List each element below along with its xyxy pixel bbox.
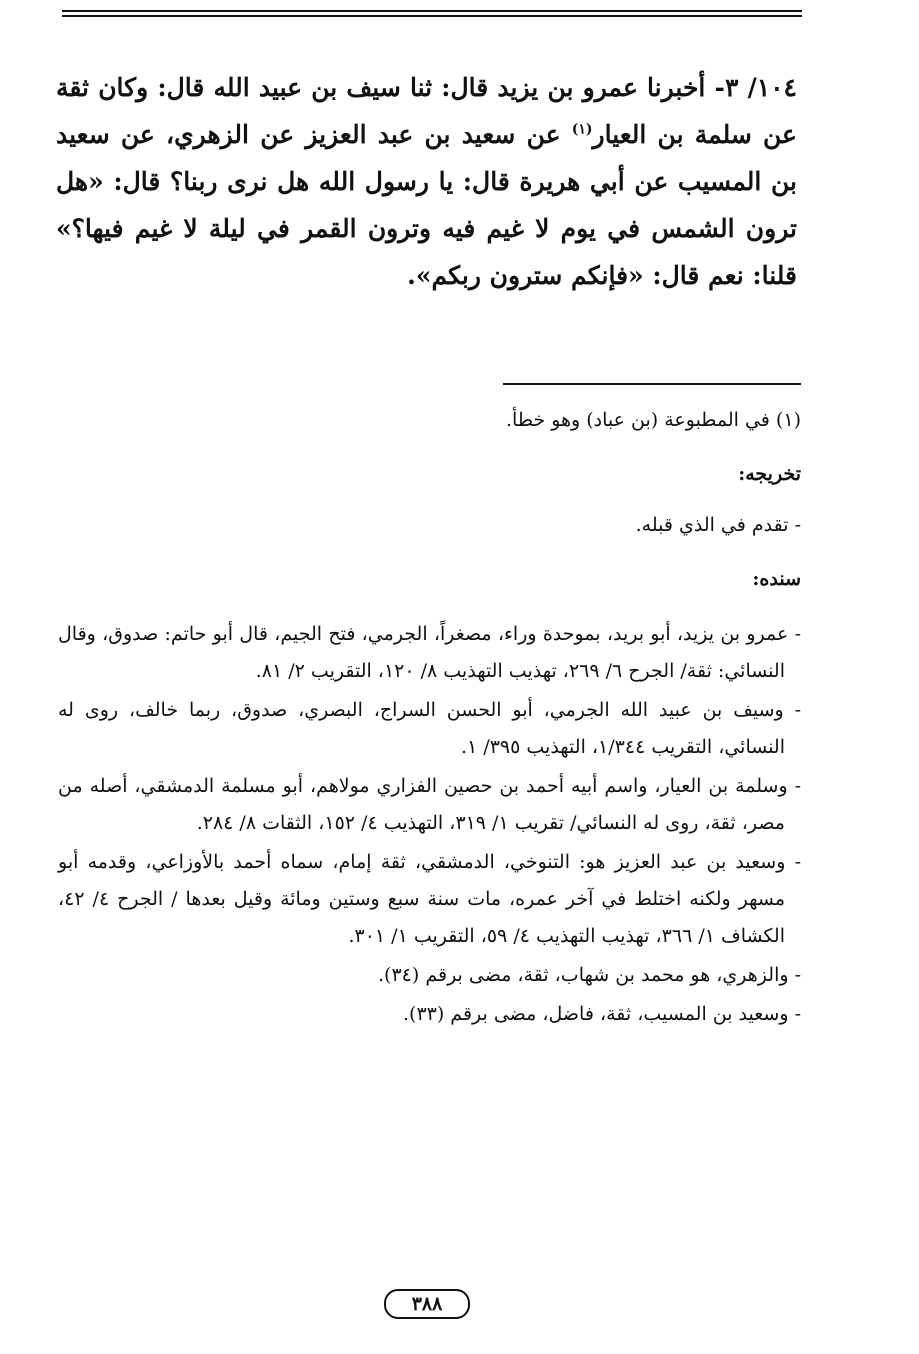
hadith-text-part-2: عن سعيد بن عبد العزيز عن الزهري، عن سعيد بن المسيب عن أبي هريرة قال: يا رسول الله هل نرى ربنا؟ قال: «هل ترون الشمس في يوم لا غيم فيه وترون القمر في ليلة لا غيم فيها؟» قلنا: نعم قال: «فإنكم سترون ربكم». xyxy=(56,120,797,290)
sanad-entry-sayf: - وسيف بن عبيد الله الجرمي، أبو الحسن السراج، البصري، صدوق، ربما خالف، روى له النسائي، التقريب ١/٣٤٤، التهذيب ٣٩٥/ ١. xyxy=(58,699,801,758)
sanad-entry-said-musayyib: - وسعيد بن المسيب، ثقة، فاضل، مضى برقم (٣٣). xyxy=(402,1003,801,1025)
hadith-text-part-1: ١٠٤/ ٣- أخبرنا عمرو بن يزيد قال: ثنا سيف بن عبيد الله قال: وكان ثقة عن سلمة بن العيار xyxy=(56,73,797,149)
sanad-heading: سنده: xyxy=(752,568,801,590)
notes-section xyxy=(58,406,801,1033)
sanad-entry-salama: - وسلمة بن العيار، واسم أبيه أحمد بن حصين الفزاري مولاهم، أبو مسلمة الدمشقي، أصله من مصر، ثقة، روى له النسائي/ تقريب ١/ ٣١٩، التهذيب ٤/ ١٥٢، الثقات ٨/ ٢٨٤. xyxy=(58,775,801,834)
hadith-text xyxy=(56,64,797,299)
takhrij-text: - تقدم في الذي قبله. xyxy=(635,514,801,536)
sanad-entry-amr: - عمرو بن يزيد، أبو بريد، بموحدة وراء، مصغراً، الجرمي، فتح الجيم، قال أبو حاتم: صدوق، وقال النسائي: ثقة/ الجرح ٦/ ٢٦٩، تهذيب التهذيب ٨/ ١٢٠، التقريب ٢/ ٨١. xyxy=(58,623,801,682)
sanad-entry-said-abdulaziz: - وسعيد بن عبد العزيز هو: التنوخي، الدمشقي، ثقة إمام، سماه أحمد بالأوزاعي، وقدمه أبو مسهر ولكنه اختلط في آخر عمره، مات سنة سبع وستين ومائة وقيل بعدها / الجرح ٤/ ٤٢، الكشاف ١/ ٣٦٦، تهذيب التهذيب ٤/ ٥٩، التقريب ١/ ٣٠١. xyxy=(58,851,801,947)
footnote-reference-marker: (١) xyxy=(571,121,593,138)
top-border-line-2 xyxy=(62,15,802,17)
takhrij-heading: تخريجه: xyxy=(738,463,801,485)
sanad-entry-zuhri: - والزهري، هو محمد بن شهاب، ثقة، مضى برقم (٣٤). xyxy=(378,964,801,986)
footnote-text: (١) في المطبوعة (بن عباد) وهو خطأ. xyxy=(506,409,801,431)
top-border-line-1 xyxy=(62,10,802,12)
page-number: ٣٨٨ xyxy=(384,1289,470,1319)
footnote-separator xyxy=(503,383,801,385)
